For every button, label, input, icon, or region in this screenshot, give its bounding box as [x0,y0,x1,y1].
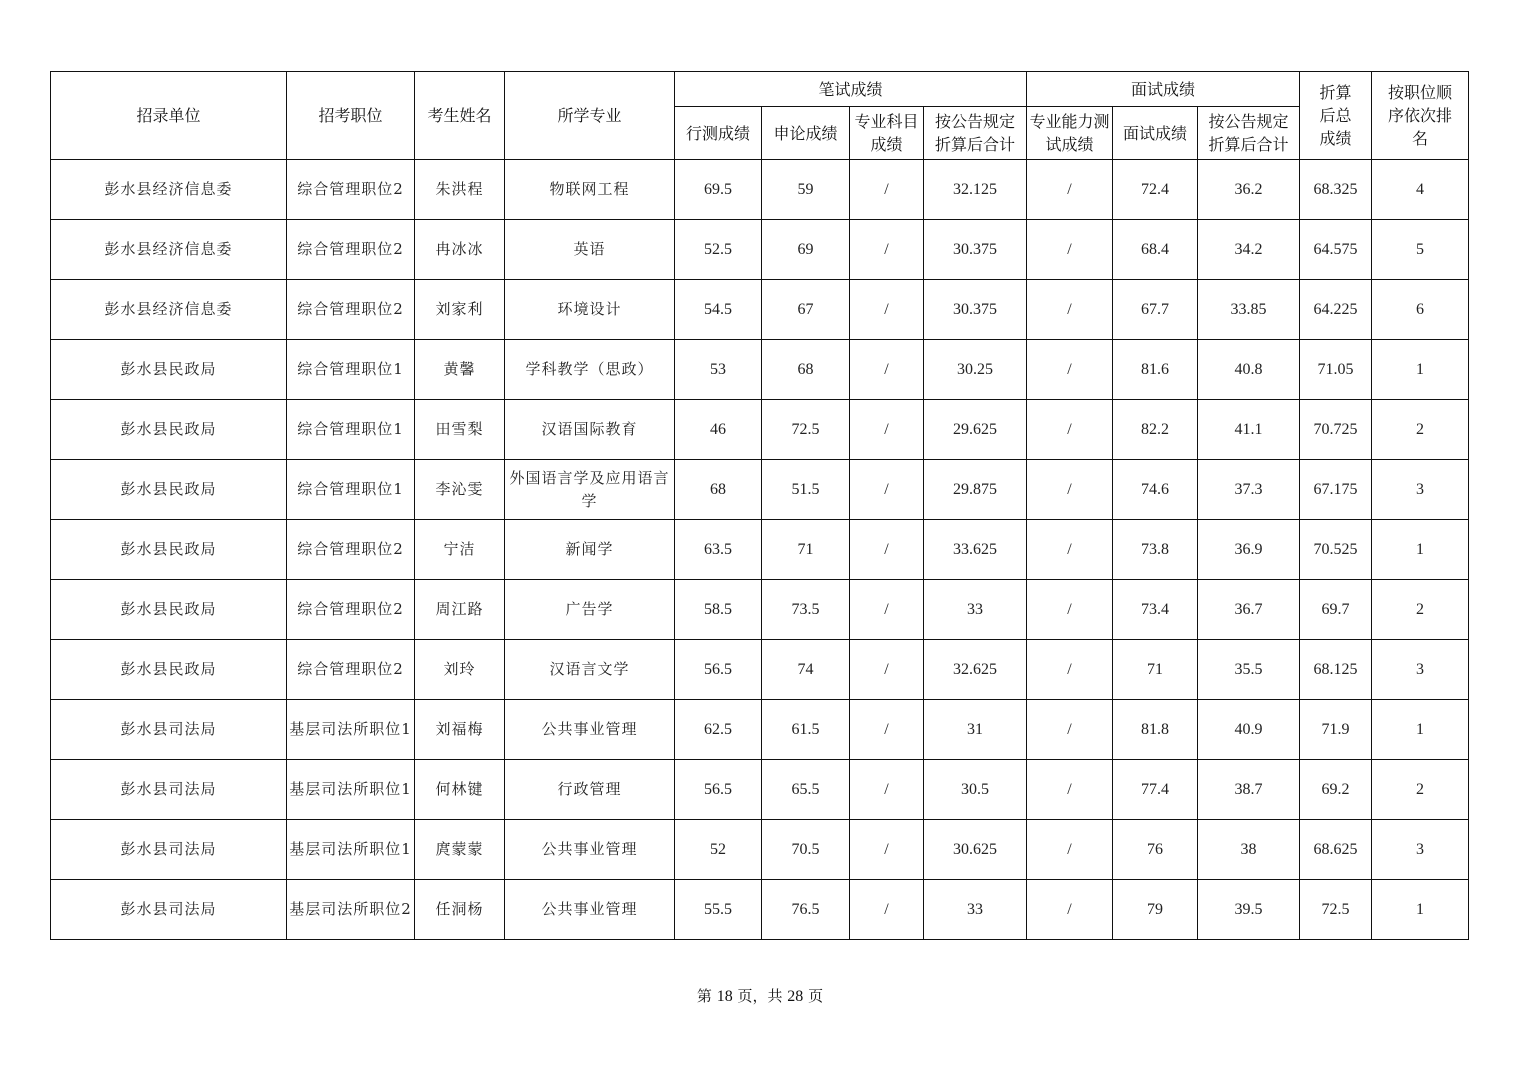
cell-final-total: 71.9 [1300,700,1372,760]
cell-unit: 彭水县民政局 [51,340,287,400]
cell-interview-total: 40.8 [1198,340,1300,400]
header-rank: 按职位顺序依次排名 [1372,72,1469,160]
cell-written-total: 30.25 [924,340,1027,400]
table-row [51,280,1469,340]
cell-major: 外国语言学及应用语言学 [505,460,675,520]
cell-interview-total: 38 [1198,820,1300,880]
cell-ability-test: / [1027,400,1113,460]
header-position: 招考职位 [287,72,415,160]
cell-major-subject: / [850,400,924,460]
cell-ability-test: / [1027,880,1113,940]
cell-unit: 彭水县民政局 [51,640,287,700]
cell-shenlun: 70.5 [762,820,850,880]
cell-written-total: 30.625 [924,820,1027,880]
table-row [51,460,1469,520]
cell-interview-total: 36.9 [1198,520,1300,580]
cell-shenlun: 71 [762,520,850,580]
table-row [51,520,1469,580]
cell-xingce: 58.5 [675,580,762,640]
cell-rank: 6 [1372,280,1469,340]
cell-name: 朱洪程 [415,160,505,220]
header-xingce: 行测成绩 [675,107,762,160]
cell-name: 刘玲 [415,640,505,700]
cell-unit: 彭水县民政局 [51,400,287,460]
cell-shenlun: 61.5 [762,700,850,760]
cell-xingce: 56.5 [675,760,762,820]
header-major: 所学专业 [505,72,675,160]
cell-written-total: 33 [924,880,1027,940]
page-footer [0,985,1520,1006]
cell-shenlun: 72.5 [762,400,850,460]
cell-final-total: 67.175 [1300,460,1372,520]
cell-interview-score: 73.8 [1113,520,1198,580]
cell-major-subject: / [850,220,924,280]
cell-interview-score: 71 [1113,640,1198,700]
cell-shenlun: 73.5 [762,580,850,640]
cell-major: 新闻学 [505,520,675,580]
cell-ability-test: / [1027,160,1113,220]
cell-rank: 3 [1372,820,1469,880]
cell-position: 基层司法所职位1 [287,820,415,880]
cell-rank: 2 [1372,580,1469,640]
cell-rank: 5 [1372,220,1469,280]
cell-major-subject: / [850,880,924,940]
cell-ability-test: / [1027,580,1113,640]
cell-name: 黄馨 [415,340,505,400]
cell-rank: 2 [1372,400,1469,460]
cell-final-total: 69.7 [1300,580,1372,640]
cell-written-total: 32.625 [924,640,1027,700]
cell-interview-score: 82.2 [1113,400,1198,460]
cell-unit: 彭水县经济信息委 [51,220,287,280]
cell-unit: 彭水县民政局 [51,520,287,580]
cell-rank: 1 [1372,880,1469,940]
cell-interview-total: 36.2 [1198,160,1300,220]
cell-rank: 1 [1372,700,1469,760]
cell-major-subject: / [850,760,924,820]
cell-final-total: 64.225 [1300,280,1372,340]
cell-major: 学科教学（思政） [505,340,675,400]
cell-major: 公共事业管理 [505,700,675,760]
cell-interview-total: 40.9 [1198,700,1300,760]
cell-shenlun: 76.5 [762,880,850,940]
cell-written-total: 33 [924,580,1027,640]
cell-final-total: 70.725 [1300,400,1372,460]
cell-written-total: 29.625 [924,400,1027,460]
table-body [51,160,1469,940]
cell-ability-test: / [1027,640,1113,700]
table-row [51,340,1469,400]
cell-xingce: 68 [675,460,762,520]
cell-major-subject: / [850,580,924,640]
cell-rank: 2 [1372,760,1469,820]
cell-final-total: 68.125 [1300,640,1372,700]
cell-ability-test: / [1027,760,1113,820]
cell-major: 英语 [505,220,675,280]
table-row [51,880,1469,940]
cell-interview-total: 34.2 [1198,220,1300,280]
cell-xingce: 55.5 [675,880,762,940]
cell-name: 李沁雯 [415,460,505,520]
table-row [51,400,1469,460]
cell-final-total: 69.2 [1300,760,1372,820]
cell-major-subject: / [850,280,924,340]
cell-interview-total: 36.7 [1198,580,1300,640]
cell-position: 综合管理职位2 [287,640,415,700]
cell-major-subject: / [850,340,924,400]
cell-final-total: 70.525 [1300,520,1372,580]
cell-position: 基层司法所职位1 [287,700,415,760]
cell-shenlun: 65.5 [762,760,850,820]
footer-suffix: 页 [808,987,824,1005]
footer-total-pages: 28 [787,988,804,1005]
cell-name: 冉冰冰 [415,220,505,280]
header-major-subject: 专业科目成绩 [850,107,924,160]
cell-name: 庹蒙蒙 [415,820,505,880]
cell-position: 基层司法所职位1 [287,760,415,820]
cell-interview-score: 67.7 [1113,280,1198,340]
cell-unit: 彭水县司法局 [51,820,287,880]
cell-final-total: 72.5 [1300,880,1372,940]
cell-shenlun: 59 [762,160,850,220]
cell-name: 宁洁 [415,520,505,580]
cell-ability-test: / [1027,340,1113,400]
cell-interview-score: 77.4 [1113,760,1198,820]
header-interview-score: 面试成绩 [1113,107,1198,160]
header-final-total: 折算后总成绩 [1300,72,1372,160]
cell-major-subject: / [850,700,924,760]
cell-position: 综合管理职位2 [287,160,415,220]
cell-major-subject: / [850,460,924,520]
cell-name: 刘福梅 [415,700,505,760]
cell-interview-score: 76 [1113,820,1198,880]
cell-position: 综合管理职位1 [287,340,415,400]
cell-ability-test: / [1027,280,1113,340]
header-interview-total: 按公告规定折算后合计 [1198,107,1300,160]
cell-final-total: 71.05 [1300,340,1372,400]
header-name: 考生姓名 [415,72,505,160]
cell-ability-test: / [1027,820,1113,880]
table-row [51,220,1469,280]
footer-middle: 页，共 [737,987,783,1005]
cell-written-total: 33.625 [924,520,1027,580]
cell-rank: 4 [1372,160,1469,220]
cell-xingce: 53 [675,340,762,400]
cell-shenlun: 51.5 [762,460,850,520]
cell-shenlun: 74 [762,640,850,700]
table-header [51,72,1469,160]
cell-name: 田雪梨 [415,400,505,460]
cell-unit: 彭水县民政局 [51,460,287,520]
cell-unit: 彭水县经济信息委 [51,160,287,220]
cell-written-total: 29.875 [924,460,1027,520]
cell-major: 汉语国际教育 [505,400,675,460]
cell-unit: 彭水县司法局 [51,700,287,760]
cell-xingce: 52.5 [675,220,762,280]
cell-interview-total: 33.85 [1198,280,1300,340]
cell-interview-total: 35.5 [1198,640,1300,700]
cell-shenlun: 68 [762,340,850,400]
header-written-group: 笔试成绩 [675,72,1027,107]
table-row [51,700,1469,760]
cell-major: 公共事业管理 [505,820,675,880]
cell-xingce: 56.5 [675,640,762,700]
cell-rank: 3 [1372,640,1469,700]
cell-interview-score: 81.8 [1113,700,1198,760]
cell-position: 综合管理职位2 [287,580,415,640]
cell-xingce: 52 [675,820,762,880]
cell-position: 综合管理职位2 [287,520,415,580]
table-row [51,820,1469,880]
score-table [50,71,1469,940]
cell-position: 综合管理职位2 [287,280,415,340]
header-written-total: 按公告规定折算后合计 [924,107,1027,160]
cell-final-total: 68.625 [1300,820,1372,880]
header-shenlun: 申论成绩 [762,107,850,160]
table-row [51,160,1469,220]
cell-written-total: 31 [924,700,1027,760]
header-unit: 招录单位 [51,72,287,160]
cell-written-total: 30.375 [924,280,1027,340]
cell-position: 综合管理职位2 [287,220,415,280]
cell-written-total: 32.125 [924,160,1027,220]
cell-major: 环境设计 [505,280,675,340]
cell-final-total: 64.575 [1300,220,1372,280]
cell-interview-score: 72.4 [1113,160,1198,220]
cell-unit: 彭水县司法局 [51,760,287,820]
cell-name: 何林键 [415,760,505,820]
cell-ability-test: / [1027,700,1113,760]
cell-unit: 彭水县民政局 [51,580,287,640]
footer-prefix: 第 [696,987,712,1005]
cell-unit: 彭水县经济信息委 [51,280,287,340]
cell-xingce: 54.5 [675,280,762,340]
cell-rank: 3 [1372,460,1469,520]
cell-interview-total: 38.7 [1198,760,1300,820]
cell-interview-score: 81.6 [1113,340,1198,400]
cell-unit: 彭水县司法局 [51,880,287,940]
cell-major: 物联网工程 [505,160,675,220]
cell-xingce: 46 [675,400,762,460]
cell-major-subject: / [850,640,924,700]
cell-interview-score: 79 [1113,880,1198,940]
cell-xingce: 63.5 [675,520,762,580]
cell-major: 行政管理 [505,760,675,820]
cell-rank: 1 [1372,340,1469,400]
cell-written-total: 30.375 [924,220,1027,280]
cell-ability-test: / [1027,520,1113,580]
cell-ability-test: / [1027,220,1113,280]
cell-name: 刘家利 [415,280,505,340]
cell-name: 周江路 [415,580,505,640]
cell-rank: 1 [1372,520,1469,580]
cell-major-subject: / [850,520,924,580]
cell-interview-score: 68.4 [1113,220,1198,280]
cell-written-total: 30.5 [924,760,1027,820]
cell-position: 基层司法所职位2 [287,880,415,940]
header-ability-test: 专业能力测试成绩 [1027,107,1113,160]
cell-major-subject: / [850,160,924,220]
table-row [51,640,1469,700]
table-row [51,760,1469,820]
cell-interview-score: 73.4 [1113,580,1198,640]
cell-major: 公共事业管理 [505,880,675,940]
cell-major: 广告学 [505,580,675,640]
cell-interview-total: 39.5 [1198,880,1300,940]
cell-ability-test: / [1027,460,1113,520]
cell-xingce: 62.5 [675,700,762,760]
cell-final-total: 68.325 [1300,160,1372,220]
cell-major-subject: / [850,820,924,880]
header-interview-group: 面试成绩 [1027,72,1300,107]
table-row [51,580,1469,640]
cell-name: 任洞杨 [415,880,505,940]
cell-shenlun: 67 [762,280,850,340]
cell-interview-total: 37.3 [1198,460,1300,520]
cell-position: 综合管理职位1 [287,460,415,520]
cell-xingce: 69.5 [675,160,762,220]
cell-interview-total: 41.1 [1198,400,1300,460]
cell-major: 汉语言文学 [505,640,675,700]
footer-page-number: 18 [716,988,733,1005]
cell-shenlun: 69 [762,220,850,280]
cell-position: 综合管理职位1 [287,400,415,460]
cell-interview-score: 74.6 [1113,460,1198,520]
